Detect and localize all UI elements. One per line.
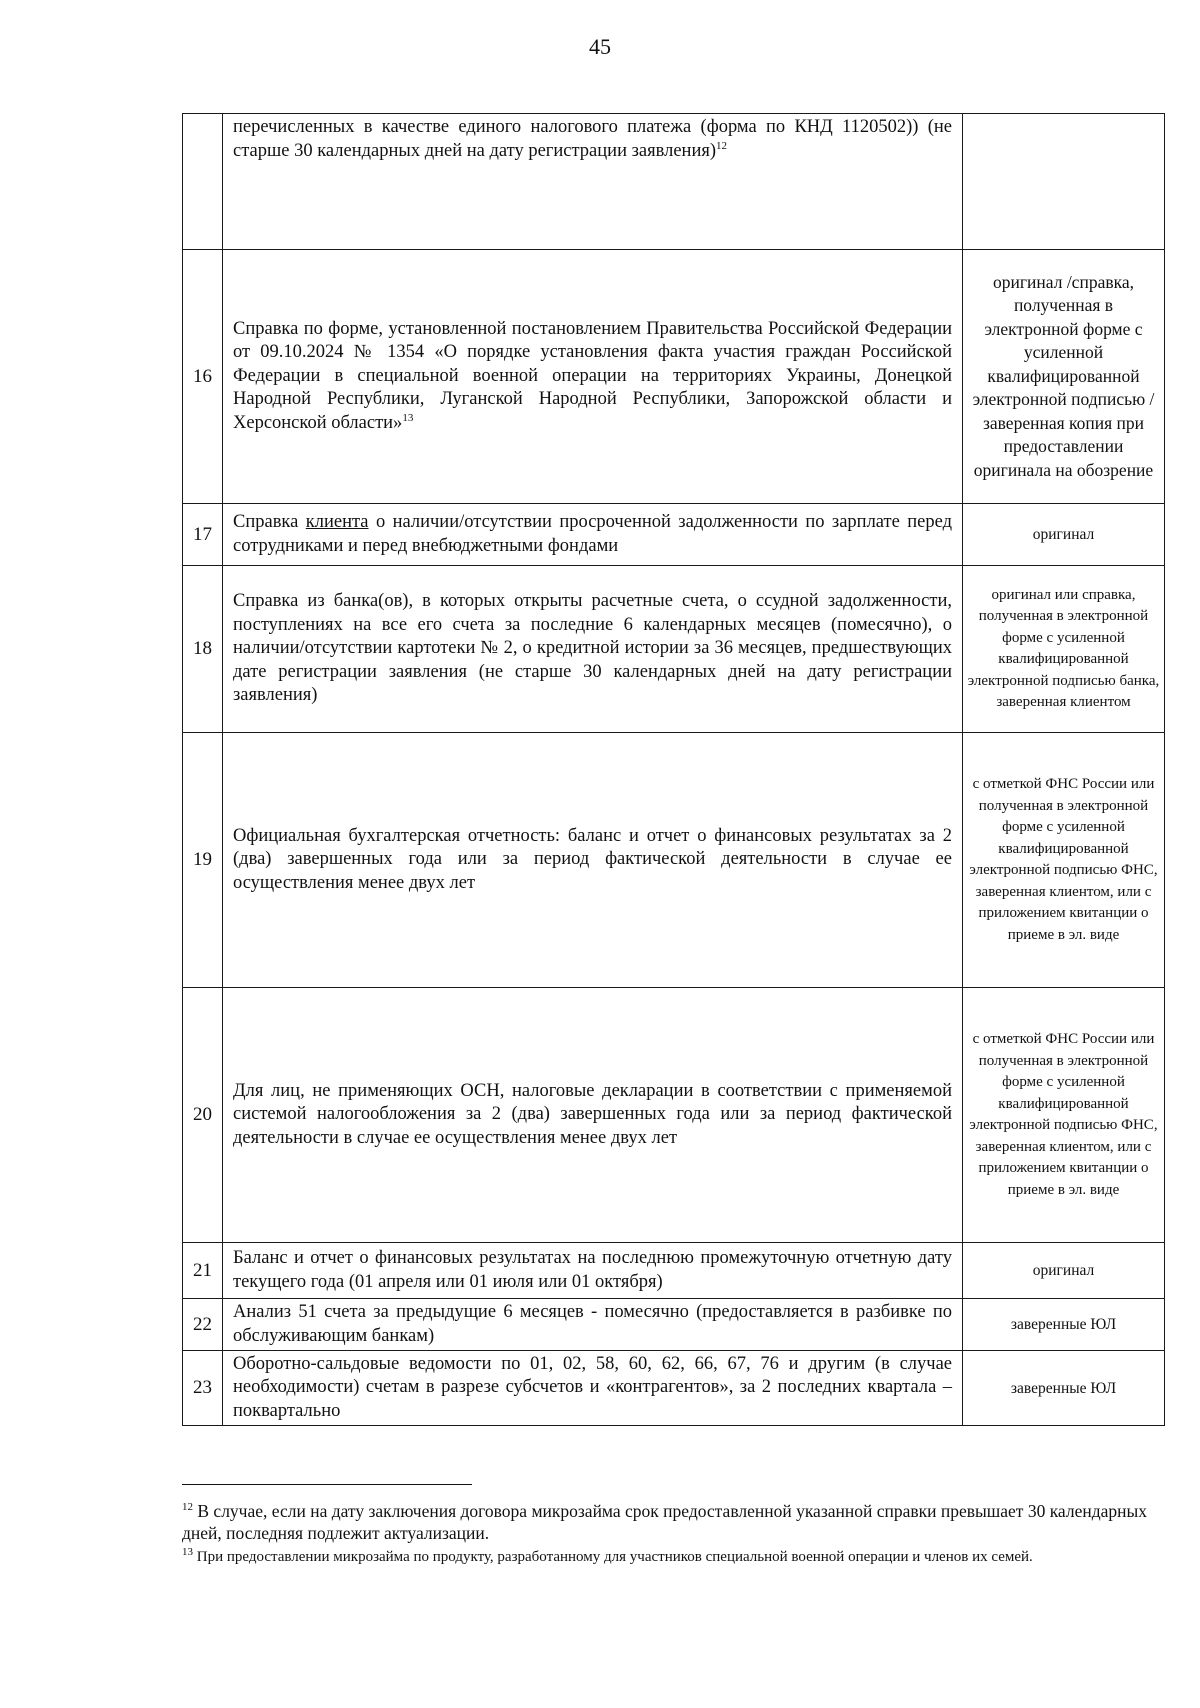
row-number: 18 bbox=[183, 566, 223, 733]
table-row bbox=[183, 1299, 1165, 1351]
row-description: Баланс и отчет о финансовых результатах на последнюю промежуточную отчетную дату текущего года (01 апреля или 01 июля или 01 октября) bbox=[223, 1243, 963, 1299]
footnote-ref: 12 bbox=[716, 139, 728, 152]
row-form: заверенные ЮЛ bbox=[963, 1351, 1165, 1426]
documents-table bbox=[182, 113, 1165, 1426]
row-form: с отметкой ФНС России или полученная в электронной форме с усиленной квалифицированной электронной подписью ФНС, заверенная клиентом, или с приложением квитанции о приеме в эл. виде bbox=[963, 733, 1165, 988]
row-number bbox=[183, 114, 223, 250]
row-form: оригинал или справка, полученная в электронной форме с усиленной квалифицированной электронной подписью банка, заверенная клиентом bbox=[963, 566, 1165, 733]
row-number: 21 bbox=[183, 1243, 223, 1299]
table-row bbox=[183, 566, 1165, 733]
table-row bbox=[183, 988, 1165, 1243]
footnote-12: $^{12}$ В случае, если на дату заключения договора микрозайма срок предоставленной указанной справки превышает 30 календарных дней, последняя подлежит актуализации. bbox=[182, 1501, 1148, 1543]
row-number: 23 bbox=[183, 1351, 223, 1426]
footnote-mark: 13 bbox=[182, 1546, 193, 1558]
table-row bbox=[183, 1243, 1165, 1299]
row-description: Анализ 51 счета за предыдущие 6 месяцев - помесячно (предоставляется в разбивке по обслуживающим банкам) bbox=[223, 1299, 963, 1351]
row-number: 20 bbox=[183, 988, 223, 1243]
row-description: перечисленных в качестве единого налогового платежа (форма по КНД 1120502)) (не старше 30 календарных дней на дату регистрации заявления)$^{12}$ bbox=[223, 114, 963, 250]
row-form: оригинал bbox=[963, 1243, 1165, 1299]
footnote-13: $^{13}$ При предоставлении микрозайма по продукту, разработанному для участников специальной военной операции и членов их семей. bbox=[182, 1546, 1033, 1565]
row-form: заверенные ЮЛ bbox=[963, 1299, 1165, 1351]
row-number: 22 bbox=[183, 1299, 223, 1351]
table-row bbox=[183, 250, 1165, 504]
row-form: оригинал bbox=[963, 504, 1165, 566]
footnotes bbox=[182, 1500, 1164, 1568]
page-number: 45 bbox=[589, 34, 611, 59]
row-description: Для лиц, не применяющих ОСН, налоговые декларации в соответствии с применяемой системой налогообложения за 2 (два) завершенных года или за период фактической деятельности в случае ее осуществления менее двух лет bbox=[223, 988, 963, 1243]
table-row bbox=[183, 1351, 1165, 1426]
row-number: 17 bbox=[183, 504, 223, 566]
table-row bbox=[183, 733, 1165, 988]
underlined-word: клиента bbox=[305, 512, 369, 532]
row-form: оригинал /справка, полученная в электронной форме с усиленной квалифицированной электронной подписью / заверенная копия при предоставлении оригинала на обозрение bbox=[963, 250, 1165, 504]
table-row bbox=[183, 114, 1165, 250]
row-description: Оборотно-сальдовые ведомости по 01, 02, 58, 60, 62, 66, 67, 76 и другим (в случае необходимости) счетам в разрезе субсчетов и «контрагентов», за 2 последних квартала – поквартально bbox=[223, 1351, 963, 1426]
row-number: 19 bbox=[183, 733, 223, 988]
table-row bbox=[183, 504, 1165, 566]
row-description: Справка клиента о наличии/отсутствии просроченной задолженности по зарплате перед сотрудниками и перед внебюджетными фондами bbox=[223, 504, 963, 566]
row-description: Справка по форме, установленной постановлением Правительства Российской Федерации от 09.10.2024 № 1354 «О порядке установления факта участия граждан Российской Федерации в специальной военной операции на территориях Украины, Донецкой Народной Республики, Луганской Народной Республики, Запорожской области и Херсонской области»$^{13}$ bbox=[223, 250, 963, 504]
row-form bbox=[963, 114, 1165, 250]
row-description: Справка из банка(ов), в которых открыты расчетные счета, о ссудной задолженности, поступлениях на все его счета за последние 6 календарных месяцев (помесячно), о наличии/отсутствии картотеки № 2, о кредитной истории за 36 месяцев, предшествующих дате регистрации заявления (не старше 30 календарных дней на дату регистрации заявления) bbox=[223, 566, 963, 733]
footnote-divider bbox=[182, 1484, 472, 1485]
row-number: 16 bbox=[183, 250, 223, 504]
row-description: Официальная бухгалтерская отчетность: баланс и отчет о финансовых результатах за 2 (два) завершенных года или за период фактической деятельности в случае ее осуществления менее двух лет bbox=[223, 733, 963, 988]
footnote-ref: 13 bbox=[402, 411, 414, 424]
row-form: с отметкой ФНС России или полученная в электронной форме с усиленной квалифицированной электронной подписью ФНС, заверенная клиентом, или с приложением квитанции о приеме в эл. виде bbox=[963, 988, 1165, 1243]
footnote-mark: 12 bbox=[182, 1501, 193, 1514]
